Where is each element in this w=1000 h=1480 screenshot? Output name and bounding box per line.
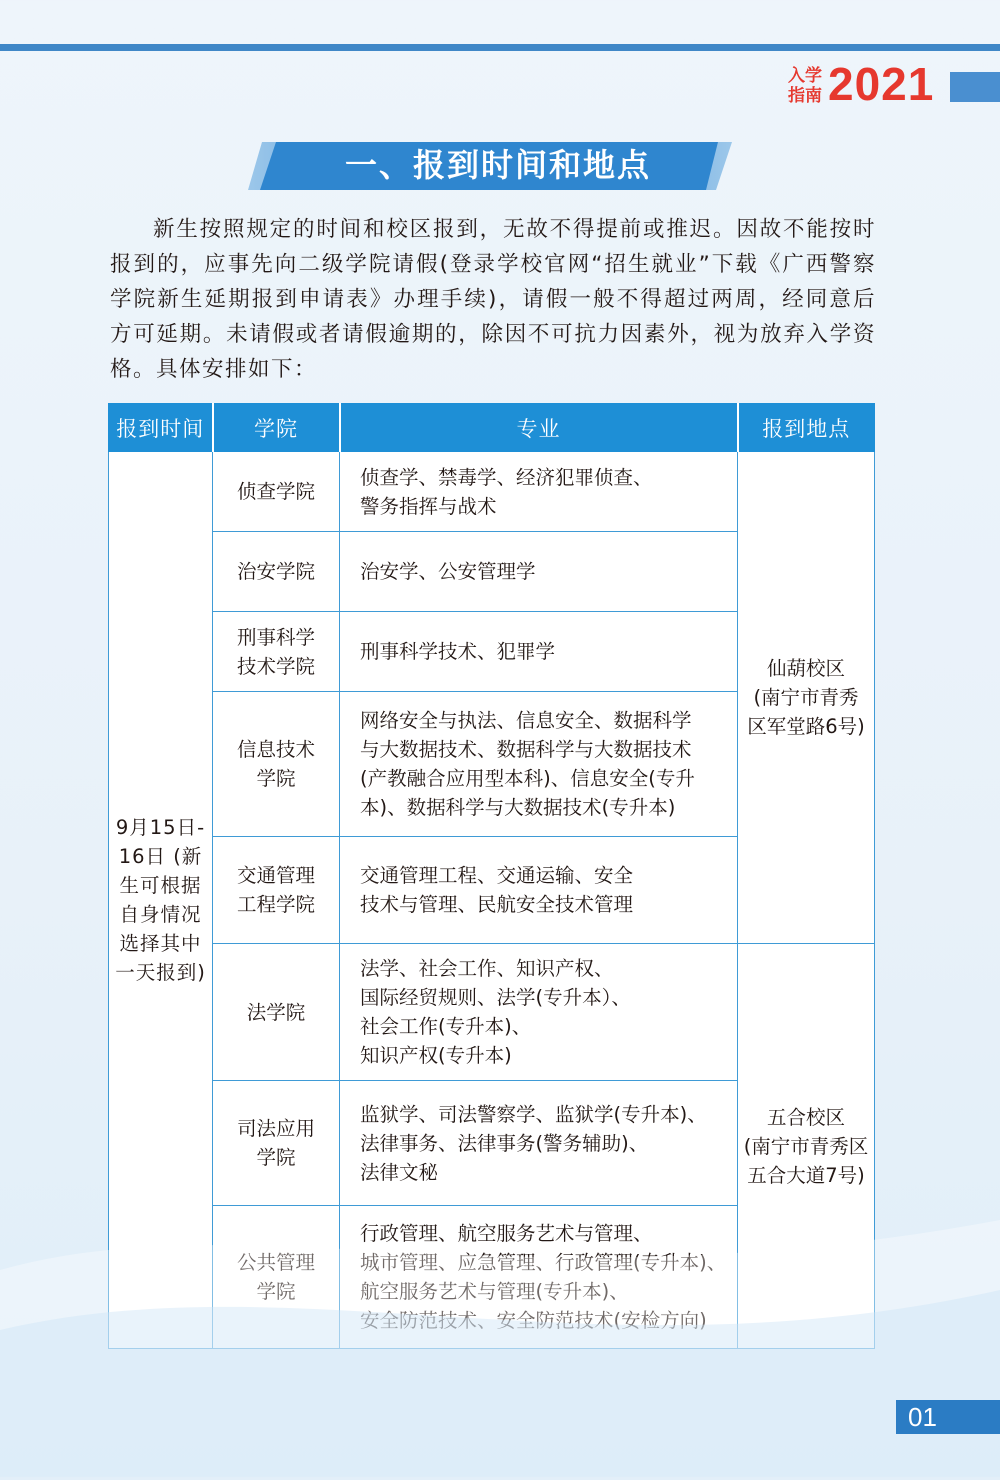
major-line: 法律文秘 (360, 1160, 439, 1184)
location-line: (南宁市青秀 (753, 686, 859, 709)
intro-paragraph (110, 212, 876, 387)
major-cell (340, 612, 738, 692)
guide-label (788, 66, 822, 106)
major-cell (340, 837, 738, 944)
page-number-badge (896, 1400, 1000, 1434)
time-line: 生可根据 (119, 874, 202, 897)
college-name: 学院 (256, 1146, 296, 1169)
table-row (109, 944, 875, 1081)
major-line: 网络安全与执法、信息安全、数据科学 (360, 709, 692, 732)
major-line: (产教融合应用型本科)、信息安全(专升 (360, 767, 695, 790)
college-name: 学院 (256, 767, 296, 790)
college-cell (213, 532, 340, 612)
time-line: 自身情况 (119, 903, 202, 926)
major-cell (340, 944, 738, 1081)
major-line: 法律事务、法律事务(警务辅助)、 (360, 1131, 649, 1155)
college-cell (213, 612, 340, 692)
table-header-row (109, 404, 875, 452)
location-line: 区军堂路6号) (747, 715, 865, 738)
college-cell (213, 692, 340, 837)
college-name: 工程学院 (236, 893, 315, 916)
location-line: 仙葫校区 (766, 657, 845, 680)
location-cell-xianhu (738, 452, 875, 944)
college-name: 治安学院 (236, 560, 315, 583)
location-line: (南宁市青秀区 (743, 1134, 869, 1158)
time-line: 9月15日- (115, 816, 206, 839)
location-cell-wuhe (738, 944, 875, 1349)
major-cell (340, 1081, 738, 1206)
major-line: 与大数据技术、数据科学与大数据技术 (360, 738, 692, 761)
college-name: 侦查学院 (236, 480, 315, 503)
college-cell (213, 1081, 340, 1206)
college-cell (213, 452, 340, 532)
college-name: 公共管理 (236, 1251, 315, 1274)
major-cell (340, 692, 738, 837)
brand-header (740, 58, 1000, 110)
registration-table (108, 403, 875, 1349)
header-time: 报到时间 (109, 404, 213, 452)
header-major: 专业 (340, 404, 738, 452)
major-cell (340, 1206, 738, 1349)
page-number: 01 (908, 1402, 937, 1432)
major-line: 侦查学、禁毒学、经济犯罪侦查、 (360, 465, 653, 489)
major-cell (340, 532, 738, 612)
registration-time (109, 452, 213, 1349)
major-line: 行政管理、航空服务艺术与管理、 (360, 1222, 653, 1245)
college-name: 司法应用 (236, 1117, 315, 1140)
college-name: 学院 (256, 1280, 296, 1303)
major-line: 航空服务艺术与管理(专升本)、 (360, 1280, 629, 1303)
guide-line-2: 指南 (788, 86, 822, 106)
major-line: 本)、数据科学与大数据技术(专升本) (360, 796, 676, 819)
major-line: 城市管理、应急管理、行政管理(专升本)、 (360, 1251, 727, 1274)
college-cell (213, 1206, 340, 1349)
header-location: 报到地点 (738, 404, 875, 452)
major-line: 国际经贸规则、法学(专升本）、 (360, 986, 631, 1009)
college-name: 信息技术 (236, 738, 315, 761)
college-cell (213, 837, 340, 944)
college-name: 法学院 (246, 1000, 306, 1024)
major-line: 警务指挥与战术 (360, 494, 497, 518)
year-label: 2021 (828, 58, 935, 110)
major-line: 技术与管理、民航安全技术管理 (360, 893, 634, 916)
intro-text: 新生按照规定的时间和校区报到，无故不得提前或推迟。因故不能按时报到的，应事先向二级学院请假(登录学校官网“招生就业”下载《广西警察学院新生延期报到申请表》办理手续)，请假一般不得超过两周，经同意后方可延期。未请假或者请假逾期的，除因不可抗力因素外，视为放弃入学资格。具体安排如下： (110, 217, 876, 382)
section-title: 一、报到时间和地点 (344, 146, 651, 184)
college-name: 刑事科学 (236, 625, 315, 649)
top-rule (0, 44, 1000, 51)
college-name: 技术学院 (236, 654, 315, 678)
brand-bar (950, 72, 1000, 102)
location-line: 五合大道7号) (747, 1163, 865, 1187)
major-line: 监狱学、司法警察学、监狱学(专升本)、 (360, 1102, 707, 1126)
section-title-banner (248, 140, 748, 192)
time-line: 16日 (新 (118, 845, 203, 868)
major-line: 知识产权(专升本) (360, 1044, 512, 1067)
major-line: 安全防范技术、安全防范技术(安检方向) (360, 1309, 707, 1332)
college-cell (213, 944, 340, 1081)
major-line: 交通管理工程、交通运输、安全 (360, 864, 634, 887)
table-row (109, 452, 875, 532)
time-line: 一天报到) (115, 961, 206, 984)
major-cell (340, 452, 738, 532)
location-line: 五合校区 (766, 1105, 845, 1129)
guide-line-1: 入学 (788, 66, 822, 86)
major-line: 法学、社会工作、知识产权、 (360, 957, 614, 980)
major-line: 刑事科学技术、犯罪学 (360, 640, 556, 663)
header-college: 学院 (213, 404, 340, 452)
college-name: 交通管理 (236, 864, 315, 887)
time-line: 选择其中 (119, 932, 202, 955)
major-line: 治安学、公安管理学 (360, 560, 536, 583)
major-line: 社会工作(专升本)、 (360, 1015, 532, 1038)
